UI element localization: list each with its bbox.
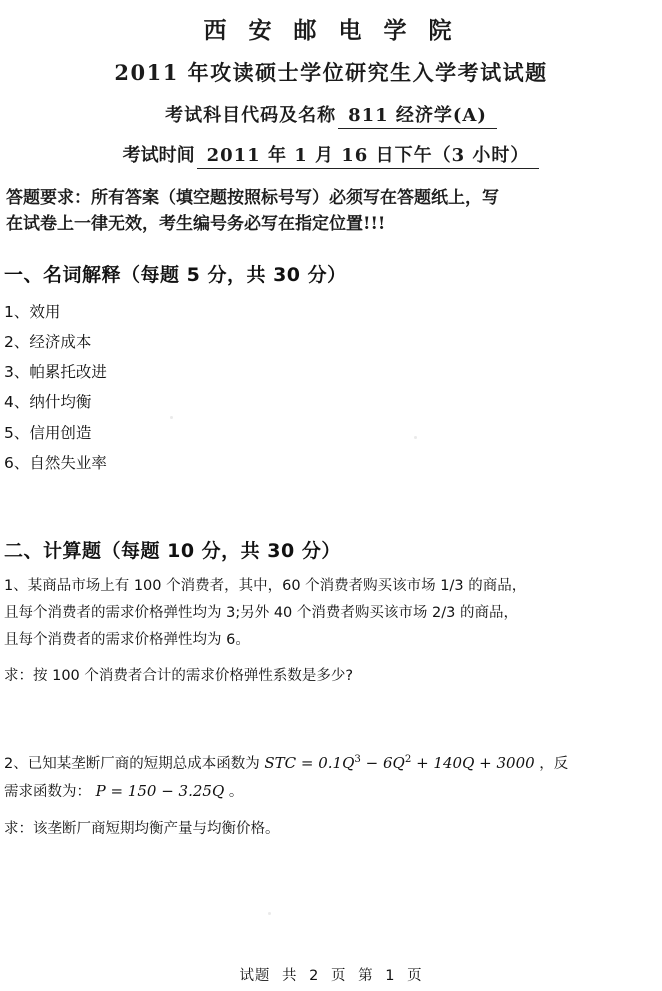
problem-2-formula-2: P = 150 − 3.25Q [95, 782, 225, 801]
list-item: 4、纳什均衡 [4, 393, 92, 412]
subject-value: 811 经济学(A) [338, 101, 497, 129]
list-item: 1、效用 [4, 302, 61, 321]
instructions-block [6, 185, 648, 238]
exam-title: 2011 年攻读硕士学位研究生入学考试试题 [114, 60, 548, 85]
list-item: 2、经济成本 [4, 332, 92, 351]
problem-1-line-1: 1、某商品市场上有 100 个消费者，其中，60 个消费者购买该市场 1/3 的商品， [4, 578, 527, 594]
footer-total-suffix: 页 [331, 968, 347, 984]
section-heading-terms: 一、名词解释（每题 5 分，共 30 分） [4, 263, 347, 286]
problem-2-line-2-suffix: 。 [228, 784, 244, 801]
problem-1-line-3: 且每个消费者的需求价格弹性均为 6。 [4, 631, 250, 648]
calculation-problem-1 [4, 573, 662, 690]
exam-time-label: 考试时间 [122, 145, 195, 166]
problem-2-line-2 [4, 778, 662, 806]
problem-2-line-1-suffix: ，反 [539, 756, 569, 773]
footer-label: 试题 [239, 968, 271, 984]
problem-2-line-1 [4, 750, 662, 778]
school-title: 西 安 邮 电 学 院 [203, 17, 459, 44]
term-list [4, 297, 662, 478]
exam-paper-page [0, 12, 662, 991]
problem-2-formula-1: STC = $0.1Q^3 - 6Q^2 + 140Q + 3000$ [264, 754, 535, 773]
problem-1-line-2: 且每个消费者的需求价格弹性均为 3;另外 40 个消费者购买该市场 2/3 的商品， [4, 604, 518, 621]
section-heading-calculations: 二、计算题（每题 10 分，共 30 分） [4, 540, 341, 562]
calculation-problem-list [4, 573, 662, 843]
exam-time-line [0, 141, 662, 169]
list-item: 6、自然失业率 [4, 453, 107, 472]
subject-label: 考试科目代码及名称 [165, 105, 337, 126]
subject-line [0, 101, 662, 129]
problem-2-line-2-prefix: 需求函数为： [4, 784, 91, 801]
footer-total-pages: 2 [309, 968, 320, 984]
calculation-problem-2 [4, 750, 662, 842]
problem-1-ask: 求：按 100 个消费者合计的需求价格弹性系数是多少? [4, 668, 354, 685]
footer-current-suffix: 页 [407, 968, 423, 984]
footer-current-prefix: 第 [358, 968, 374, 984]
footer-current-page: 1 [385, 968, 396, 984]
answer-space-1 [4, 694, 662, 750]
problem-2-ask: 求：该垄断厂商短期均衡产量与均衡价格。 [4, 820, 280, 837]
list-item: 3、帕累托改进 [4, 363, 107, 382]
instructions-line-2: 在试卷上一律无效，考生编号务必写在指定位置!!! [6, 214, 386, 235]
instructions-line-1: 答题要求：所有答案（填空题按照标号写）必须写在答题纸上，写 [6, 188, 499, 208]
list-item: 5、信用创造 [4, 423, 92, 442]
page-footer [0, 964, 662, 985]
problem-2-line-1-prefix: 2、已知某垄断厂商的短期总成本函数为 [4, 756, 260, 773]
footer-total-prefix: 共 [282, 968, 298, 984]
exam-time-value: 2011 年 1 月 16 日下午（3 小时） [197, 141, 540, 169]
